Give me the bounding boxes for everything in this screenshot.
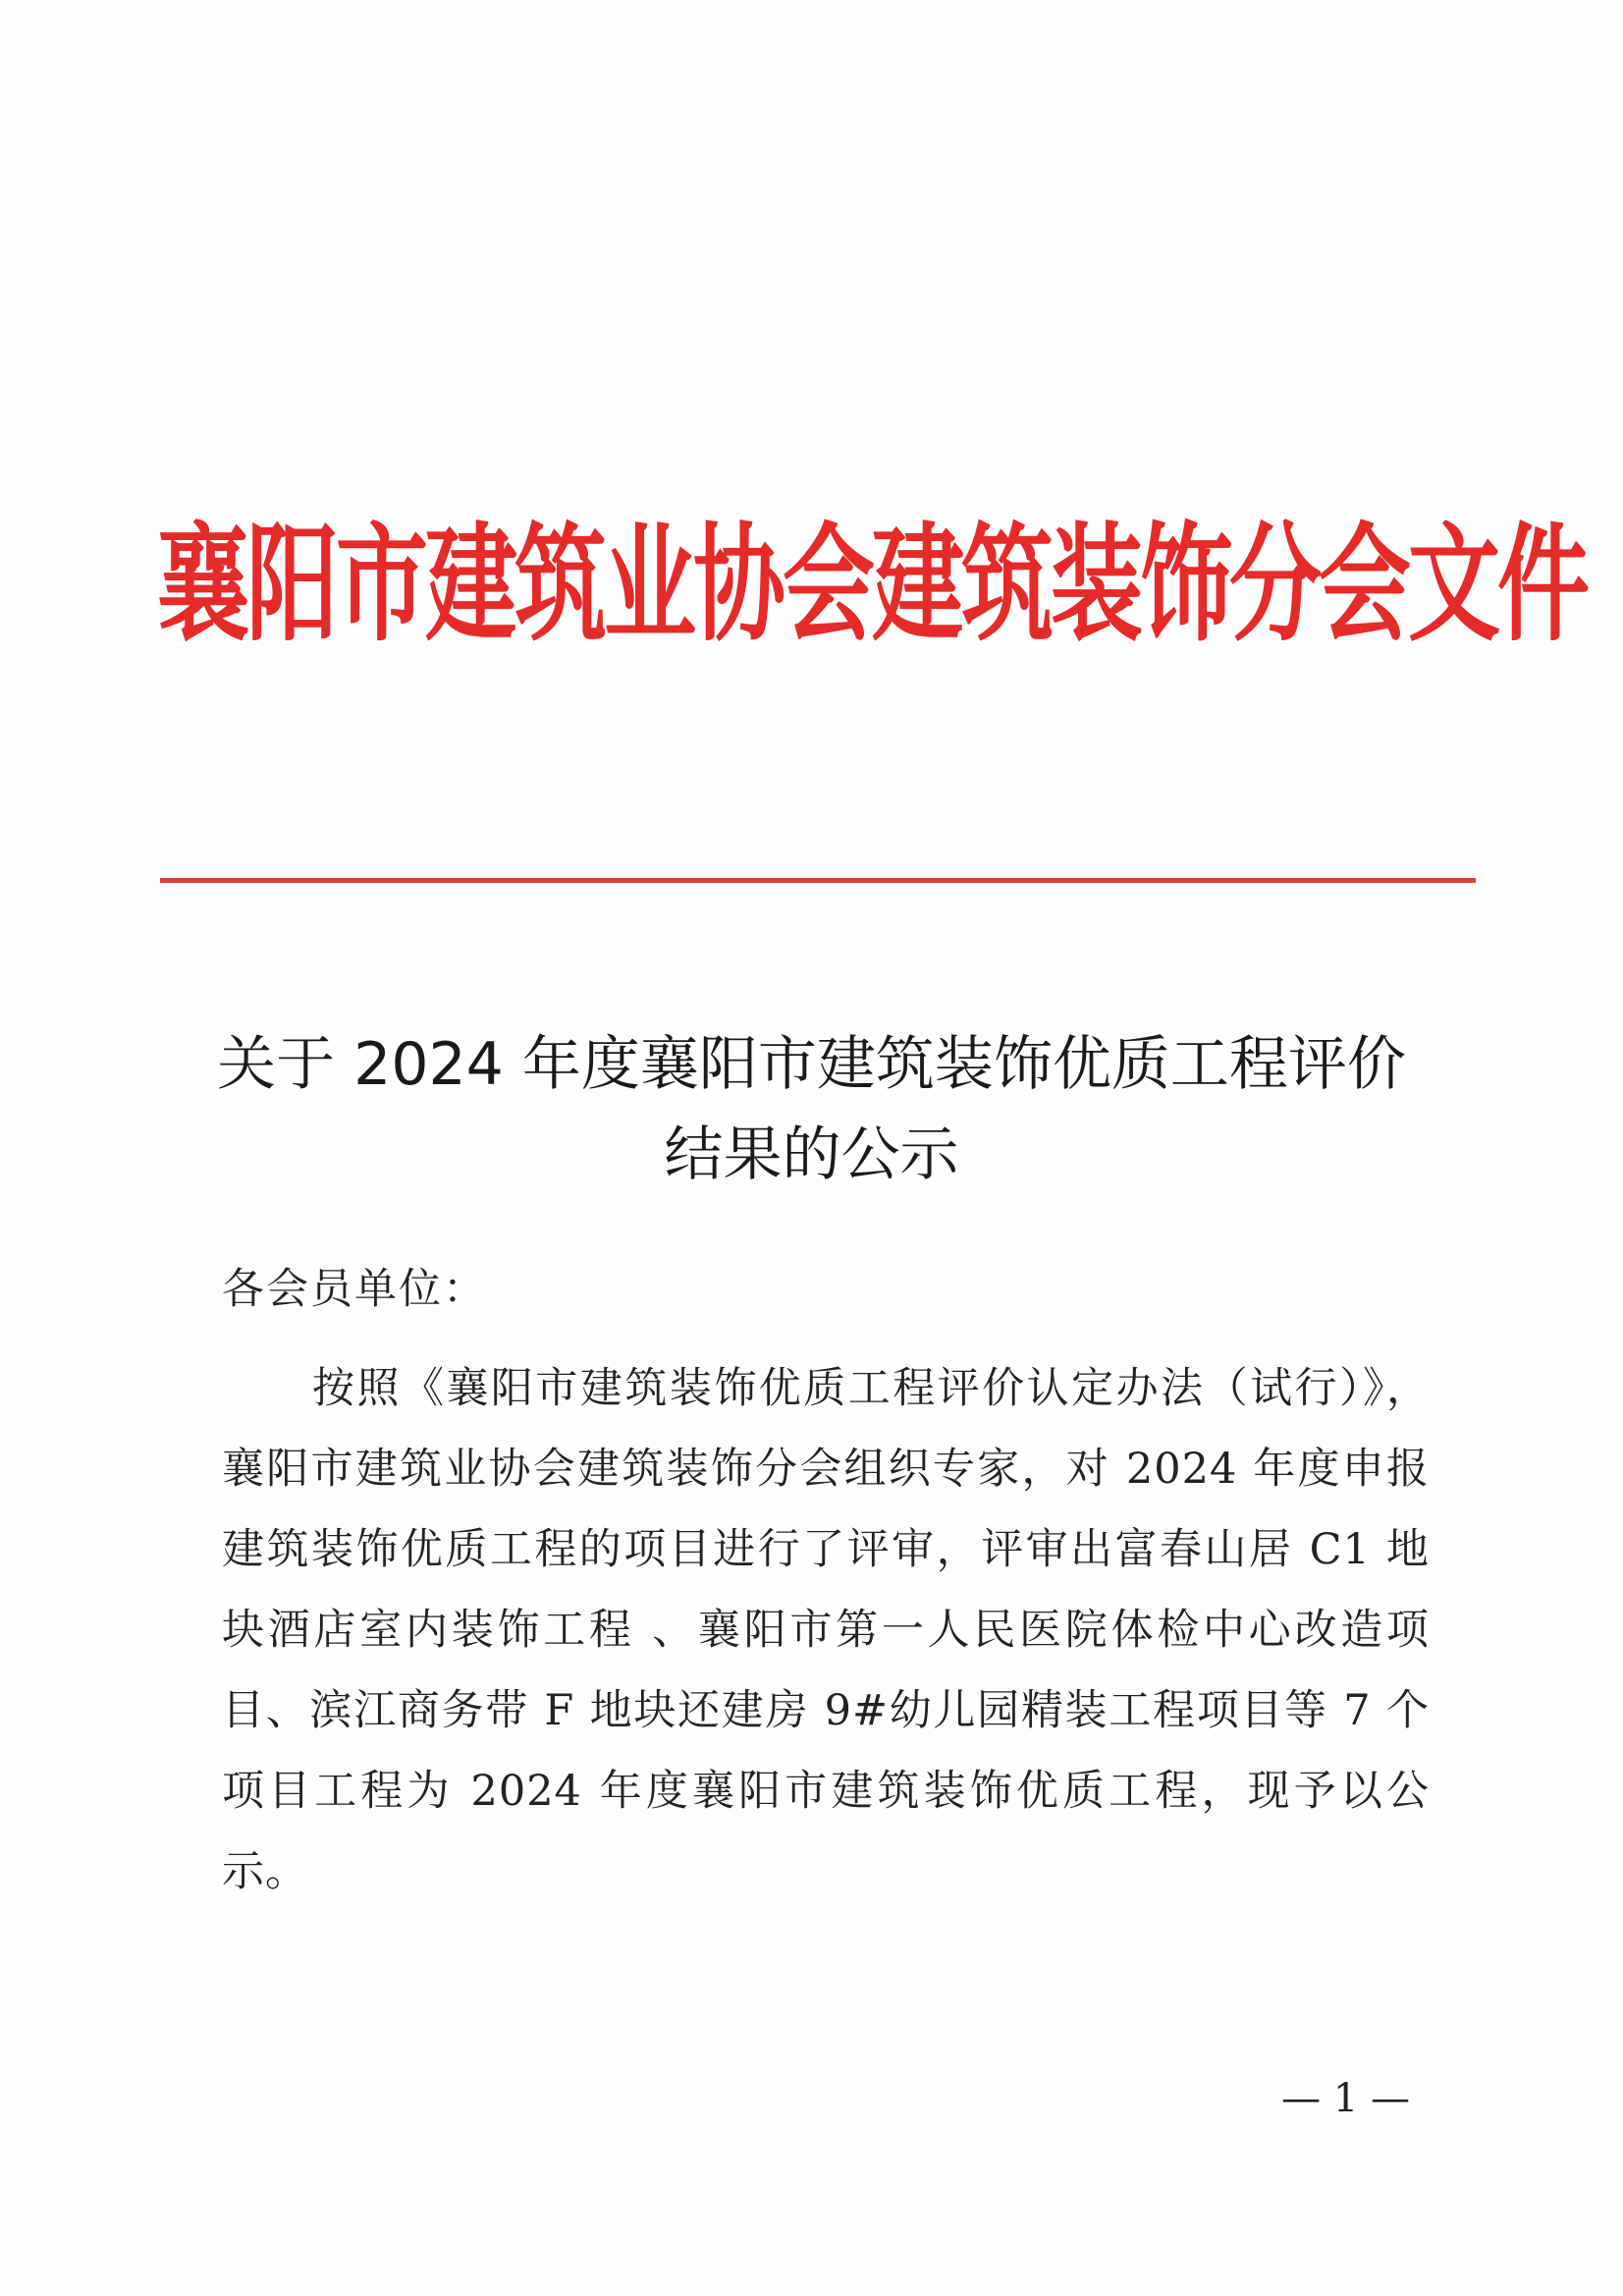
notice-title — [196, 1019, 1427, 1200]
notice-title-line-2: 结果的公示 — [664, 1121, 959, 1189]
body-paragraph: 按照《襄阳市建筑装饰优质工程评价认定办法（试行）》，襄阳市建筑业协会建筑装饰分会组织专家，对 2024 年度申报建筑装饰优质工程的项目进行了评审，评审出富春山居 C1 地块酒店室内装饰工程 、襄阳市第一人民医院体检中心改造项目、滨江商务带 F 地块还建房 9#幼儿园精装工程项目等 7 个项目工程为 2024 年度襄阳市建筑装饰优质工程，现予以公示。 — [222, 1364, 1430, 1896]
letterhead-divider — [160, 878, 1476, 883]
letterhead-title: 襄阳市建筑业协会建筑装饰分会文件 — [157, 510, 1588, 660]
notice-title-line-1: 关于 2024 年度襄阳市建筑装饰优质工程评价 — [217, 1030, 1406, 1099]
page-number: — 1 — — [1281, 2076, 1410, 2121]
greeting: 各会员单位： — [222, 1265, 487, 1314]
